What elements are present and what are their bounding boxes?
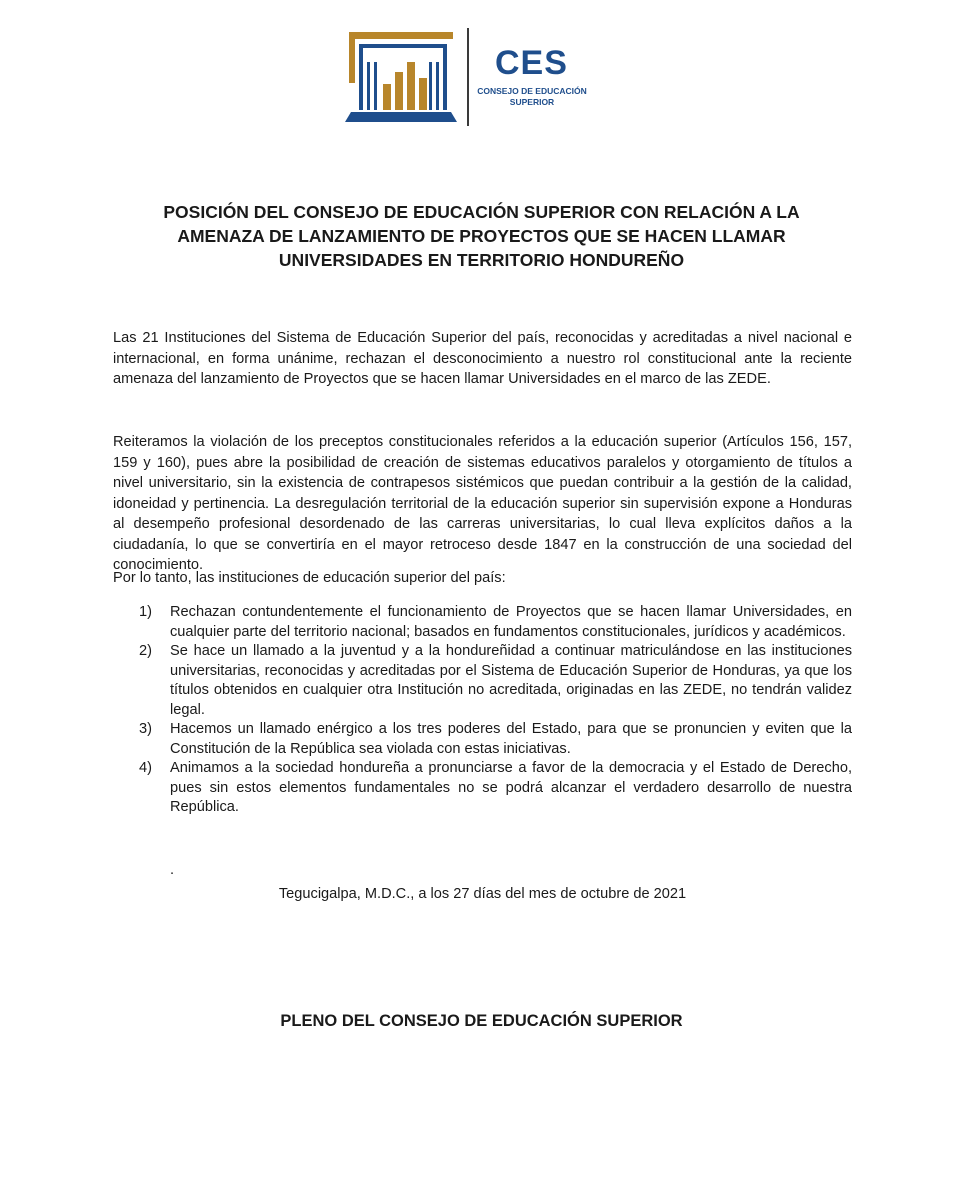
- logo-acronym: CES: [495, 44, 568, 82]
- list-item: [113, 759, 852, 818]
- list-item: [113, 720, 852, 759]
- logo-divider: [467, 28, 469, 126]
- list-item: [113, 642, 852, 720]
- list-item-text: Animamos a la sociedad hondureña a pronunciarse a favor de la democracia y el Estado de Derecho, pues sin estos elementos fundamentales no se podrá alcanzar el verdadero desarrollo de nuestra República.: [170, 760, 852, 815]
- list-item-text: Se hace un llamado a la juventud y a la hondureñidad a continuar matriculándose en las instituciones universitarias, reconocidas y acreditadas por el Sistema de Educación Superior de Honduras, ya que los títulos obtenidos en cualquier otra Institución no acreditada, originadas en las ZEDE, no tendrán validez legal.: [170, 643, 852, 718]
- list-item-number: 1): [139, 604, 152, 620]
- columns-emblem-icon: [345, 32, 457, 124]
- title-line-2: AMENAZA DE LANZAMIENTO DE PROYECTOS QUE SE HACEN LLAMAR: [177, 226, 786, 246]
- resolutions-list: [113, 603, 852, 818]
- logo-name-line2: SUPERIOR: [509, 97, 555, 107]
- list-item-text: Rechazan contundentemente el funcionamiento de Proyectos que se hacen llamar Universidades, en cualquier parte del territorio nacional; basados en fundamentos constitucionales, jurídicos y académicos.: [170, 604, 852, 640]
- stray-dot: .: [170, 862, 175, 878]
- logo-name-line1: CONSEJO DE EDUCACIÓN: [477, 86, 587, 96]
- logo-name: [473, 86, 591, 108]
- title-line-3: UNIVERSIDADES EN TERRITORIO HONDUREÑO: [278, 250, 685, 270]
- title-line-1: POSICIÓN DEL CONSEJO DE EDUCACIÓN SUPERIOR CON RELACIÓN A LA: [163, 202, 800, 222]
- list-item-number: 3): [139, 721, 152, 737]
- list-item: [113, 603, 852, 642]
- date-line: Tegucigalpa, M.D.C., a los 27 días del mes de octubre de 2021: [278, 886, 687, 902]
- list-item-number: 4): [139, 760, 152, 776]
- paragraph-2: Reiteramos la violación de los preceptos constitucionales referidos a la educación superior (Artículos 156, 157, 159 y 160), pues abre la posibilidad de creación de sistemas educativos paralelos y otorgamiento de títulos a nivel universitario, sin la existencia de contrapesos sistémicos que puedan contribuir a la gestión de la calidad, idoneidad y pertinencia. La desregulación territorial de la educación superior sin supervisión expone a Honduras al desempeño profesional desordenado de las carreras universitarias, lo cual lleva explícitos daños a la ciudadanía, lo que se convertiría en el mayor retroceso desde 1847 en la construcción de una sociedad del conocimiento.: [113, 434, 852, 573]
- document-title: [100, 200, 863, 272]
- paragraph-3: Por lo tanto, las instituciones de educación superior del país:: [113, 570, 506, 586]
- ces-logo: [345, 28, 605, 128]
- list-item-text: Hacemos un llamado enérgico a los tres poderes del Estado, para que se pronuncien y eviten que la Constitución de la República sea violada con estas iniciativas.: [170, 721, 852, 757]
- list-item-number: 2): [139, 643, 152, 659]
- paragraph-1: Las 21 Instituciones del Sistema de Educación Superior del país, reconocidas y acreditadas a nivel nacional e internacional, en forma unánime, rechazan el desconocimiento a nuestro rol constitucional ante la reciente amenaza del lanzamiento de Proyectos que se hacen llamar Universidades en el marco de las ZEDE.: [113, 330, 852, 387]
- signature: PLENO DEL CONSEJO DE EDUCACIÓN SUPERIOR: [280, 1012, 683, 1030]
